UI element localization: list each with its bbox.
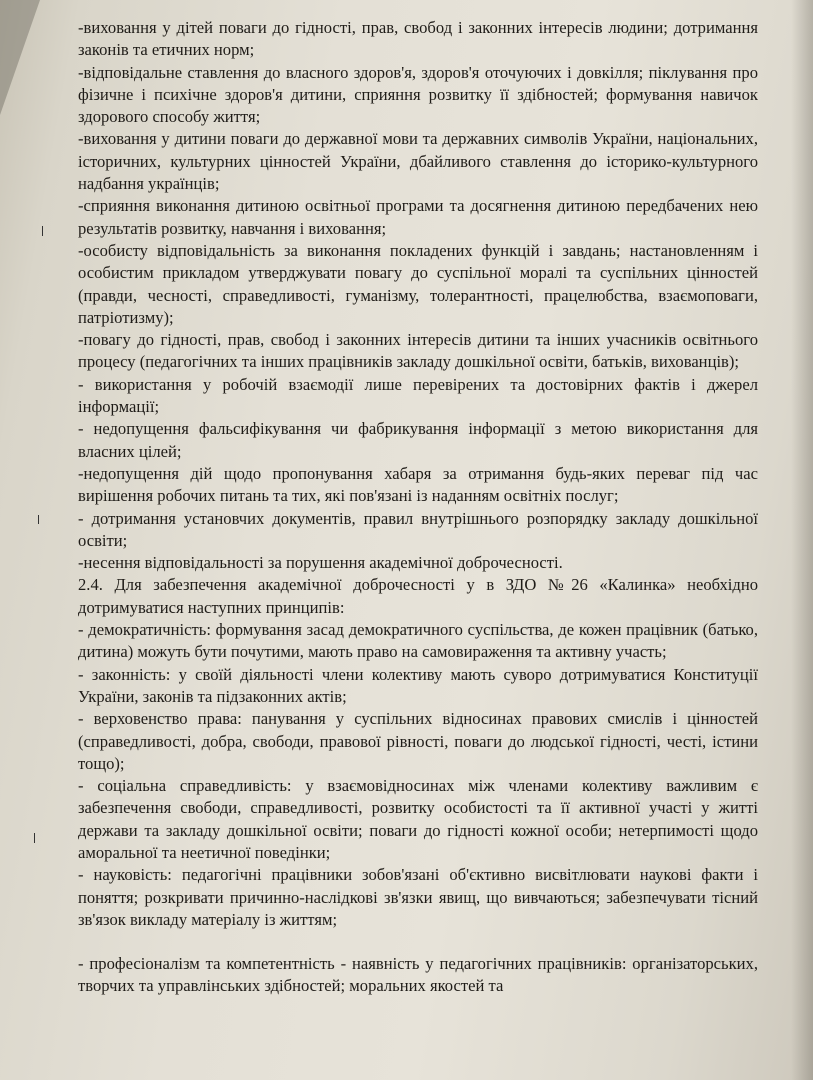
paragraph: -виховання у дитини поваги до державної мови та державних символів України, національних, історичних, культурних цінностей України, дбайливого ставлення до історико-культурного надбання українців; — [78, 129, 758, 194]
margin-mark — [38, 515, 39, 524]
paragraph: - законність: у своїй діяльності члени колективу мають суворо дотримуватися Конституції України, законів та підзаконних актів; — [78, 664, 758, 706]
paragraph: - соціальна справедливість: у взаємовідносинах між членами колективу важливим є забезпечення свободи, справедливості, розвитку особистості та її активної участі у житті держави та закладу дошкільної освіти; поваги до гідності кожної особи; нетерпимості щодо аморальної та неетичної поведінки; — [78, 776, 758, 862]
paragraph-gap — [78, 931, 758, 953]
paragraph: - верховенство права: панування у суспільних відносинах правових смислів і цінностей (справедливості, добра, свободи, правової рівності, поваги до людської гідності, честі, істини тощо); — [78, 709, 758, 773]
document-body — [78, 17, 758, 998]
paragraph: - дотримання установчих документів, правил внутрішнього розпорядку закладу дошкільної освіти; — [78, 508, 758, 550]
paragraph: -несення відповідальності за порушення академічної доброчесності. — [78, 553, 563, 573]
paragraph: -виховання у дітей поваги до гідності, прав, свобод і законних інтересів людини; дотримання законів та етичних норм; — [78, 18, 758, 60]
page-corner-shadow — [0, 0, 40, 115]
paragraph: - використання у робочій взаємодії лише перевірених та достовірних фактів і джерел інформації; — [78, 374, 758, 417]
paragraph: -повагу до гідності, прав, свобод і законних інтересів дитини та інших учасників освітнього процесу (педагогічних та інших працівників закладу дошкільної освіти, батьків, вихованців); — [78, 330, 758, 372]
page-edge-shadow — [791, 0, 813, 1080]
paragraph: -сприяння виконання дитиною освітньої програми та досягнення дитиною передбачених нею результатів розвитку, навчання і виховання; — [78, 196, 758, 238]
paragraph: - професіоналізм та компетентність - наявність у педагогічних працівників: організаторських, творчих та управлінських здібностей; моральних якостей та — [78, 954, 758, 996]
paragraph: -відповідальне ставлення до власного здоров'я, здоров'я оточуючих і довкілля; піклування про фізичне і психічне здоров'я дитини, сприяння розвитку її здібностей; формування навичок здорового способу життя; — [78, 62, 758, 127]
paragraph: - науковість: педагогічні працівники зобов'язані об'єктивно висвітлювати наукові факти і поняття; розкривати причинно-наслідкові зв'язки явищ, що вивчаються; забезпечувати тісний зв'язок викладу матеріалу із життям; — [78, 865, 758, 929]
paragraph: -недопущення дій щодо пропонування хабаря за отримання будь-яких переваг під час вирішення робочих питань та тих, які пов'язані із наданням освітніх послуг; — [78, 463, 758, 506]
paragraph: -особисту відповідальність за виконання покладених функцій і завдань; настановленням і особистим прикладом утверджувати повагу до суспільної моралі та суспільних цінностей (правди, чесності, справедливості, гуманізму, толерантності, працелюбства, взаємоповаги, патріотизму); — [78, 240, 758, 327]
paragraph: - недопущення фальсифікування чи фабрикування інформації з метою використання для власних цілей; — [78, 419, 758, 461]
section-heading-2-4: 2.4. Для забезпечення академічної доброчесності у в ЗДО №26 «Калинка» необхідно дотримуватися наступних принципів: — [78, 575, 758, 617]
paragraph: - демократичність: формування засад демократичного суспільства, де кожен працівник (батько, дитина) можуть бути почутими, мають право на самовираження та активну участь; — [78, 620, 758, 662]
margin-mark — [34, 833, 35, 843]
margin-mark — [42, 226, 43, 236]
